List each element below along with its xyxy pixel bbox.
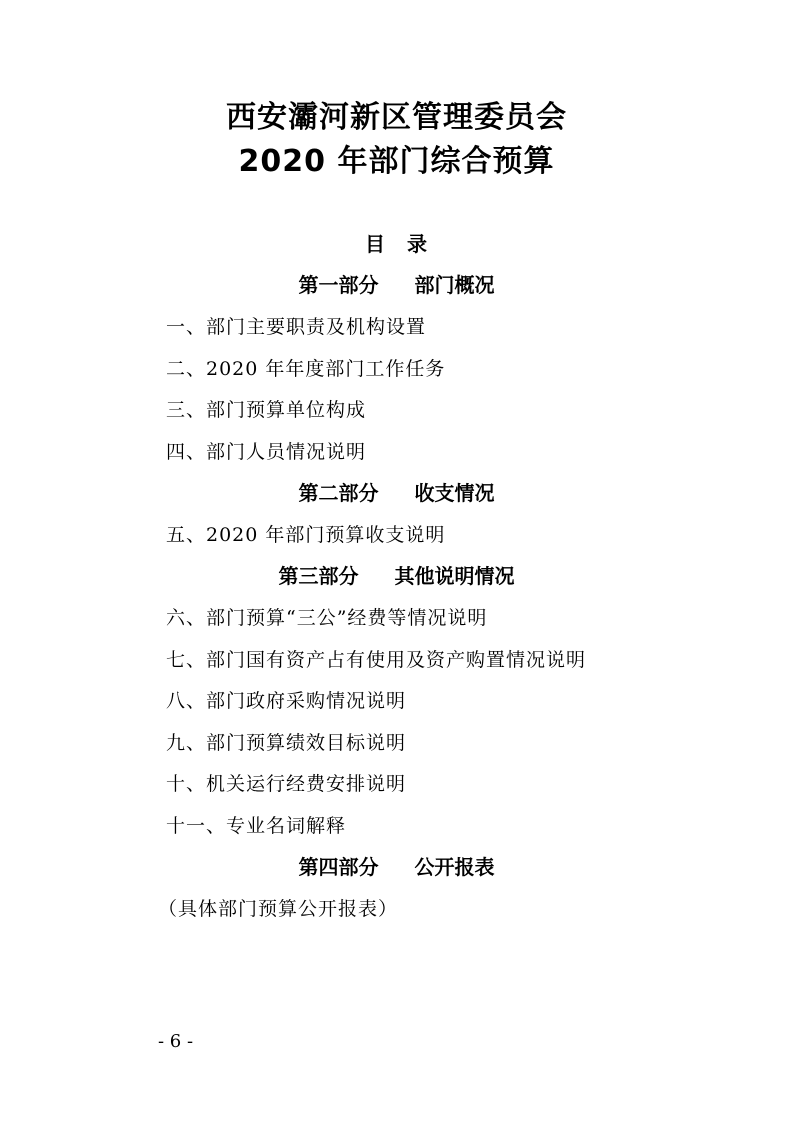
toc-item: 五、2020 年部门预算收支说明 [166,524,446,546]
toc-item: 一、部门主要职责及机构设置 [166,316,427,338]
part-name: 部门概况 [414,273,495,297]
part-label: 第一部分 [298,273,379,297]
part-name: 公开报表 [414,855,495,879]
toc-item: 十、机关运行经费安排说明 [166,773,407,795]
toc-item: 三、部门预算单位构成 [166,399,367,421]
document-title-line2: 2020 年部门综合预算 [238,144,555,179]
part-heading-1 [0,272,793,298]
toc-item: 九、部门预算绩效目标说明 [166,732,407,754]
toc-item: 七、部门国有资产占有使用及资产购置情况说明 [166,649,587,671]
part-label: 第四部分 [298,855,379,879]
toc-item: 二、2020 年年度部门工作任务 [166,358,446,380]
part-label: 第三部分 [278,564,359,588]
document-title-line1: 西安灞河新区管理委员会 [226,100,567,135]
toc-heading: 目 录 [365,232,428,256]
page-number: - 6 - [158,1031,194,1052]
part-heading-2 [0,480,793,506]
toc-item: 八、部门政府采购情况说明 [166,690,407,712]
part-heading-3 [0,563,793,589]
part-name: 收支情况 [414,481,495,505]
toc-item: 四、部门人员情况说明 [166,441,367,463]
part-name: 其他说明情况 [394,564,515,588]
toc-item-note: （具体部门预算公开报表） [158,898,399,920]
toc-item: 六、部门预算“三公”经费等情况说明 [166,607,488,629]
part-label: 第二部分 [298,481,379,505]
toc-item: 十一、专业名词解释 [166,815,347,837]
part-heading-4 [0,854,793,880]
